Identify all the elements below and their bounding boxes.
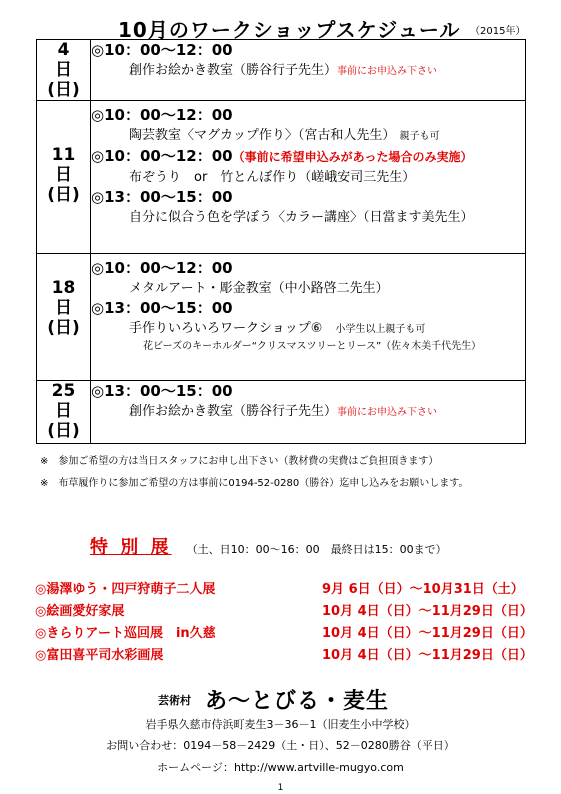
entry-time: ◎10：00～12：00 — [91, 259, 233, 277]
schedule-row — [37, 254, 526, 381]
entry-time: ◎10：00～12：00 — [91, 41, 233, 59]
special-hours: （土、日10：00～16：00 最終日は15：00まで） — [186, 543, 447, 556]
schedule-row — [37, 381, 526, 444]
organization-title: あ～とびる・麦生 — [205, 689, 390, 714]
exhibition-name: ◎絵画愛好家展 — [35, 604, 125, 619]
schedule-table — [36, 39, 526, 444]
event-text: 創作お絵かき教室（勝谷行子先生） — [129, 63, 338, 78]
entry-extra: 事前にお申込み下さい — [337, 407, 438, 418]
date-mid: 日 — [55, 401, 72, 421]
entry-sub: 花ビーズのキーホルダー“クリスマスツリーとリース”（佐々木美千代先生） — [143, 341, 482, 352]
special-label: 特 別 展 — [90, 537, 172, 558]
entry-time: ◎10：00～12：00 — [91, 106, 233, 124]
schedule-content — [91, 381, 526, 444]
exhibition-name: ◎富田喜平司水彩画展 — [35, 648, 164, 663]
entry-extra: 親子も可 — [399, 131, 440, 142]
date-day: 4 — [57, 40, 70, 60]
special-exhibition-header — [90, 533, 447, 559]
page-title — [0, 14, 561, 40]
entry-event — [91, 319, 525, 339]
schedule-content — [91, 101, 526, 254]
date-day: 11 — [51, 145, 76, 165]
entry-time — [91, 146, 525, 168]
entry-event — [91, 126, 525, 146]
exhibition-name: ◎湯澤ゆう・四戸狩萌子二人展 — [35, 582, 216, 597]
entry-event: 布ぞうり or 竹とんぼ作り（嵯峨安司三先生） — [129, 170, 416, 185]
event-text: 陶芸教室〈マグカップ作り〉（宮古和人先生） — [129, 128, 396, 143]
date-dow: (日) — [47, 318, 80, 338]
schedule-content — [91, 40, 526, 101]
date-mid: 日 — [55, 298, 72, 318]
time-text: ◎10：00～12：00 — [91, 147, 233, 165]
date-cell — [37, 254, 91, 381]
schedule-row — [37, 40, 526, 101]
page-number: 1 — [277, 783, 284, 793]
entry-time: ◎13：00～15：00 — [91, 382, 233, 400]
title-year: （2015年） — [470, 26, 526, 37]
date-mid: 日 — [55, 165, 72, 185]
date-dow: (日) — [47, 421, 80, 441]
entry-event — [91, 61, 525, 81]
note-1: ※ 参加ご希望の方は当日スタッフにお申し出下さい（教材費の実費はご負担頂きます） — [40, 456, 439, 467]
organization-contact: お問い合わせ：0194－58－2429（土・日）、52－0280勝谷（平日） — [106, 739, 455, 752]
title-main: 10月のワークショップスケジュール — [118, 18, 461, 42]
exhibition-period: 10月 4日（日）～11月29日（日） — [322, 604, 533, 619]
schedule-content — [91, 254, 526, 381]
entry-event: メタルアート・彫金教室（中小路啓二先生） — [129, 281, 389, 296]
organization-homepage[interactable]: ホームページ：http://www.artville-mugyo.com — [157, 761, 404, 774]
exhibition-period: 9月 6日（日）～10月31日（土） — [322, 582, 524, 597]
entry-time: ◎13：00～15：00 — [91, 299, 233, 317]
entry-time: ◎13：00～15：00 — [91, 188, 233, 206]
exhibition-name: ◎きらりアート巡回展 in久慈 — [35, 626, 216, 641]
event-text: 手作りいろいろワークショップ⑥ — [129, 321, 323, 336]
note-2: ※ 布草履作りに参加ご希望の方は事前に0194-52-0280（勝谷）迄申し込みをお願いします。 — [40, 478, 469, 489]
schedule-row — [37, 101, 526, 254]
date-cell — [37, 40, 91, 101]
entry-extra: 事前にお申込み下さい — [337, 66, 438, 77]
exhibition-period: 10月 4日（日）～11月29日（日） — [322, 648, 533, 663]
date-dow: (日) — [47, 185, 80, 205]
date-mid: 日 — [55, 60, 72, 80]
entry-extra: 小学生以上親子も可 — [335, 324, 426, 335]
entry-event: 自分に似合う色を学ぼう〈カラー講座〉（日當ます美先生） — [129, 210, 474, 225]
entry-time-note: （事前に希望申込みがあった場合のみ実施） — [232, 150, 473, 164]
event-text: 創作お絵かき教室（勝谷行子先生） — [129, 404, 338, 419]
exhibition-period: 10月 4日（日）～11月29日（日） — [322, 626, 533, 641]
date-cell — [37, 101, 91, 254]
date-dow: (日) — [47, 80, 80, 100]
entry-event — [91, 402, 525, 422]
date-day: 25 — [51, 381, 76, 401]
date-cell — [37, 381, 91, 444]
organization-kind: 芸術村 — [158, 694, 191, 707]
date-day: 18 — [51, 278, 76, 298]
organization-address: 岩手県久慈市侍浜町麦生3－36－1（旧麦生小中学校） — [145, 718, 416, 731]
